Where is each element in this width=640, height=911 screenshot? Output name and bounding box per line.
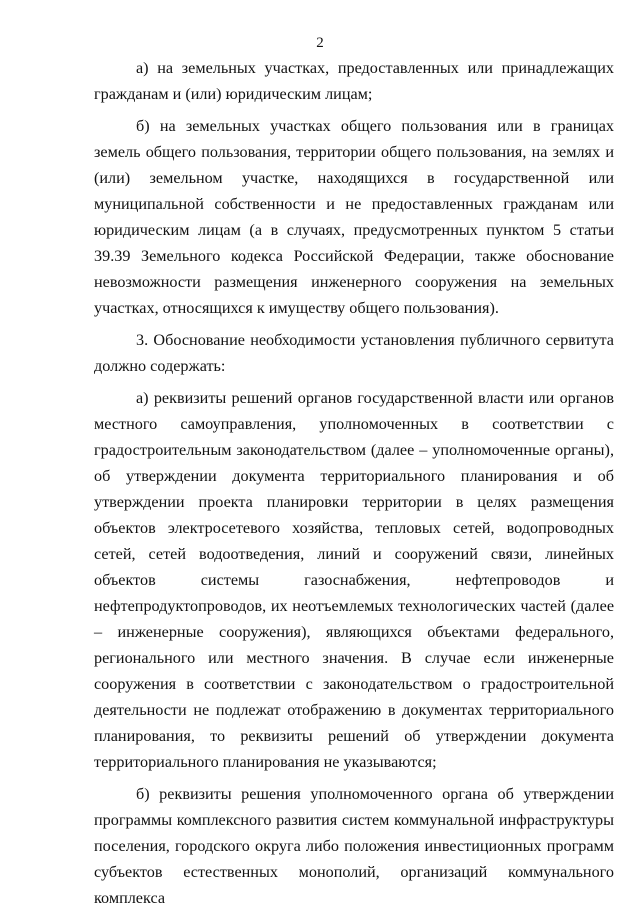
paragraph-b-public-land: б) на земельных участках общего пользования или в границах земель общего пользования, территории общего пользования, на землях и (или) земельном участке, находящихся в государственной или муниципальной собственности и не предоставленных гражданам или юридическим лицам (а в случаях, предусмотренных пунктом 5 статьи 39.39 Земельного кодекса Российской Федерации, также обоснование невозможности размещения инженерного сооружения на земельных участках, относящихся к имуществу общего пользования).	[94, 117, 614, 317]
document-body	[94, 55, 614, 911]
page-number: 2	[316, 35, 324, 51]
paragraph-3-justification: 3. Обоснование необходимости установления публичного сервитута должно содержать:	[94, 331, 614, 375]
paragraph-a-land-plots: а) на земельных участках, предоставленных или принадлежащих гражданам и (или) юридическим лицам;	[94, 59, 614, 103]
paragraph-a-requisites: а) реквизиты решений органов государственной власти или органов местного самоуправления, уполномоченных в соответствии с градостроительным законодательством (далее – уполномоченные органы), об утверждении документа территориального планирования и об утверждении проекта планировки территории в целях размещения объектов электросетевого хозяйства, тепловых сетей, водопроводных сетей, сетей водоотведения, линий и сооружений связи, линейных объектов системы газоснабжения, нефтепроводов и нефтепродуктопроводов, их неотъемлемых технологических частей (далее – инженерные сооружения), являющихся объектами федерального, регионального или местного значения. В случае если инженерные сооружения в соответствии с законодательством о градостроительной деятельности не подлежат отображению в документах территориального планирования, то реквизиты решений об утверждении документа территориального планирования не указываются;	[94, 389, 614, 771]
paragraph-b-requisites: б) реквизиты решения уполномоченного органа об утверждении программы комплексного развития систем коммунальной инфраструктуры поселения, городского округа либо положения инвестиционных программ субъектов естественных монополий, организаций коммунального комплекса	[94, 785, 614, 907]
